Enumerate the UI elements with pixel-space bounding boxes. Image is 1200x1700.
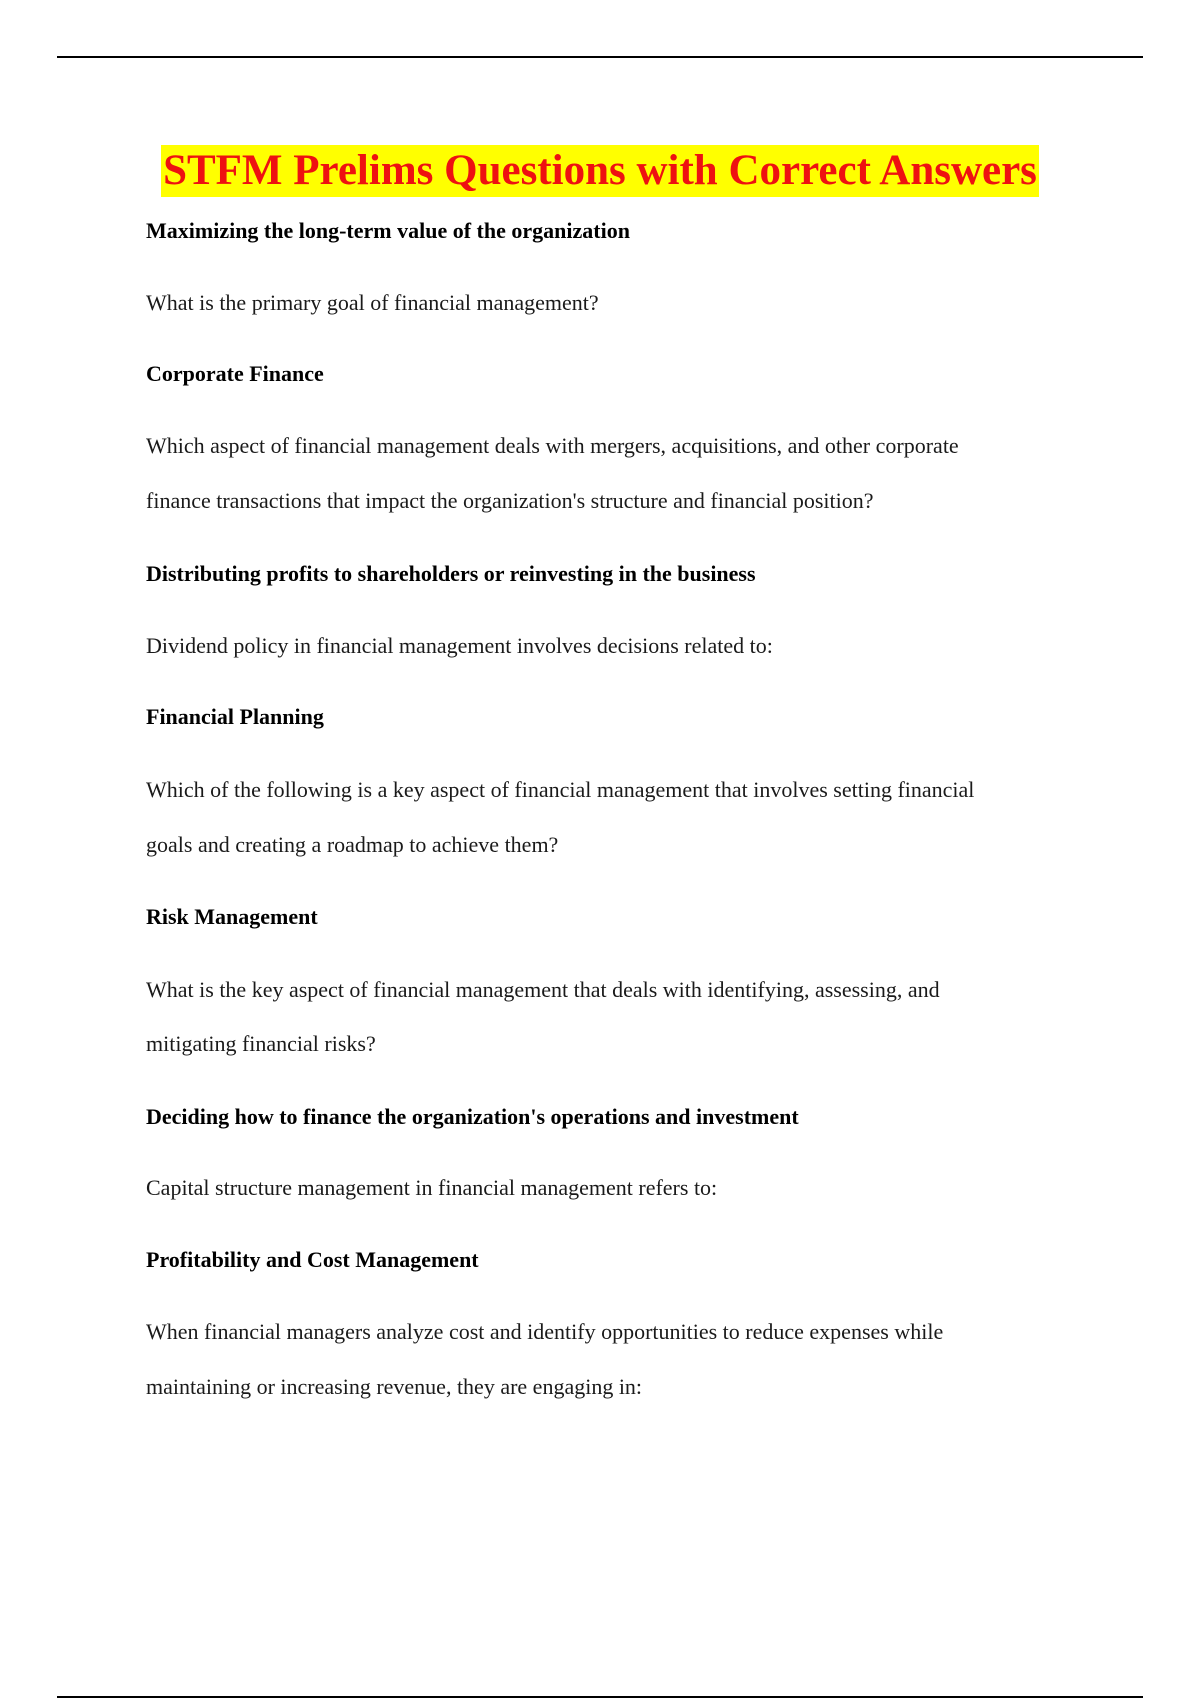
question-text: Which aspect of financial management deals with mergers, acquisitions, and other corporate	[146, 433, 959, 458]
top-rule	[57, 56, 1143, 58]
question-text: goals and creating a roadmap to achieve them?	[146, 832, 559, 857]
document-title: STFM Prelims Questions with Correct Answers	[161, 145, 1039, 197]
answer-text: Deciding how to finance the organization's operations and investment	[146, 1104, 799, 1129]
question-text: When financial managers analyze cost and identify opportunities to reduce expenses while	[146, 1319, 944, 1344]
bottom-rule	[57, 1696, 1143, 1698]
question-text: Capital structure management in financial management refers to:	[146, 1175, 718, 1200]
answer-text: Financial Planning	[146, 704, 324, 729]
answer-text: Profitability and Cost Management	[146, 1247, 479, 1272]
question-text: What is the primary goal of financial management?	[146, 290, 599, 315]
title-wrapper	[0, 145, 1200, 197]
question-text: Dividend policy in financial management involves decisions related to:	[146, 633, 773, 658]
answer-text: Distributing profits to shareholders or reinvesting in the business	[146, 561, 756, 586]
question-text: finance transactions that impact the organization's structure and financial position?	[146, 488, 874, 513]
question-text: Which of the following is a key aspect of financial management that involves setting financial	[146, 777, 975, 802]
question-text: maintaining or increasing revenue, they are engaging in:	[146, 1374, 643, 1399]
question-text: What is the key aspect of financial management that deals with identifying, assessing, and	[146, 977, 940, 1002]
question-text: mitigating financial risks?	[146, 1031, 376, 1056]
answer-text: Risk Management	[146, 904, 318, 929]
answer-text: Corporate Finance	[146, 361, 324, 386]
answer-text: Maximizing the long-term value of the organization	[146, 218, 630, 243]
